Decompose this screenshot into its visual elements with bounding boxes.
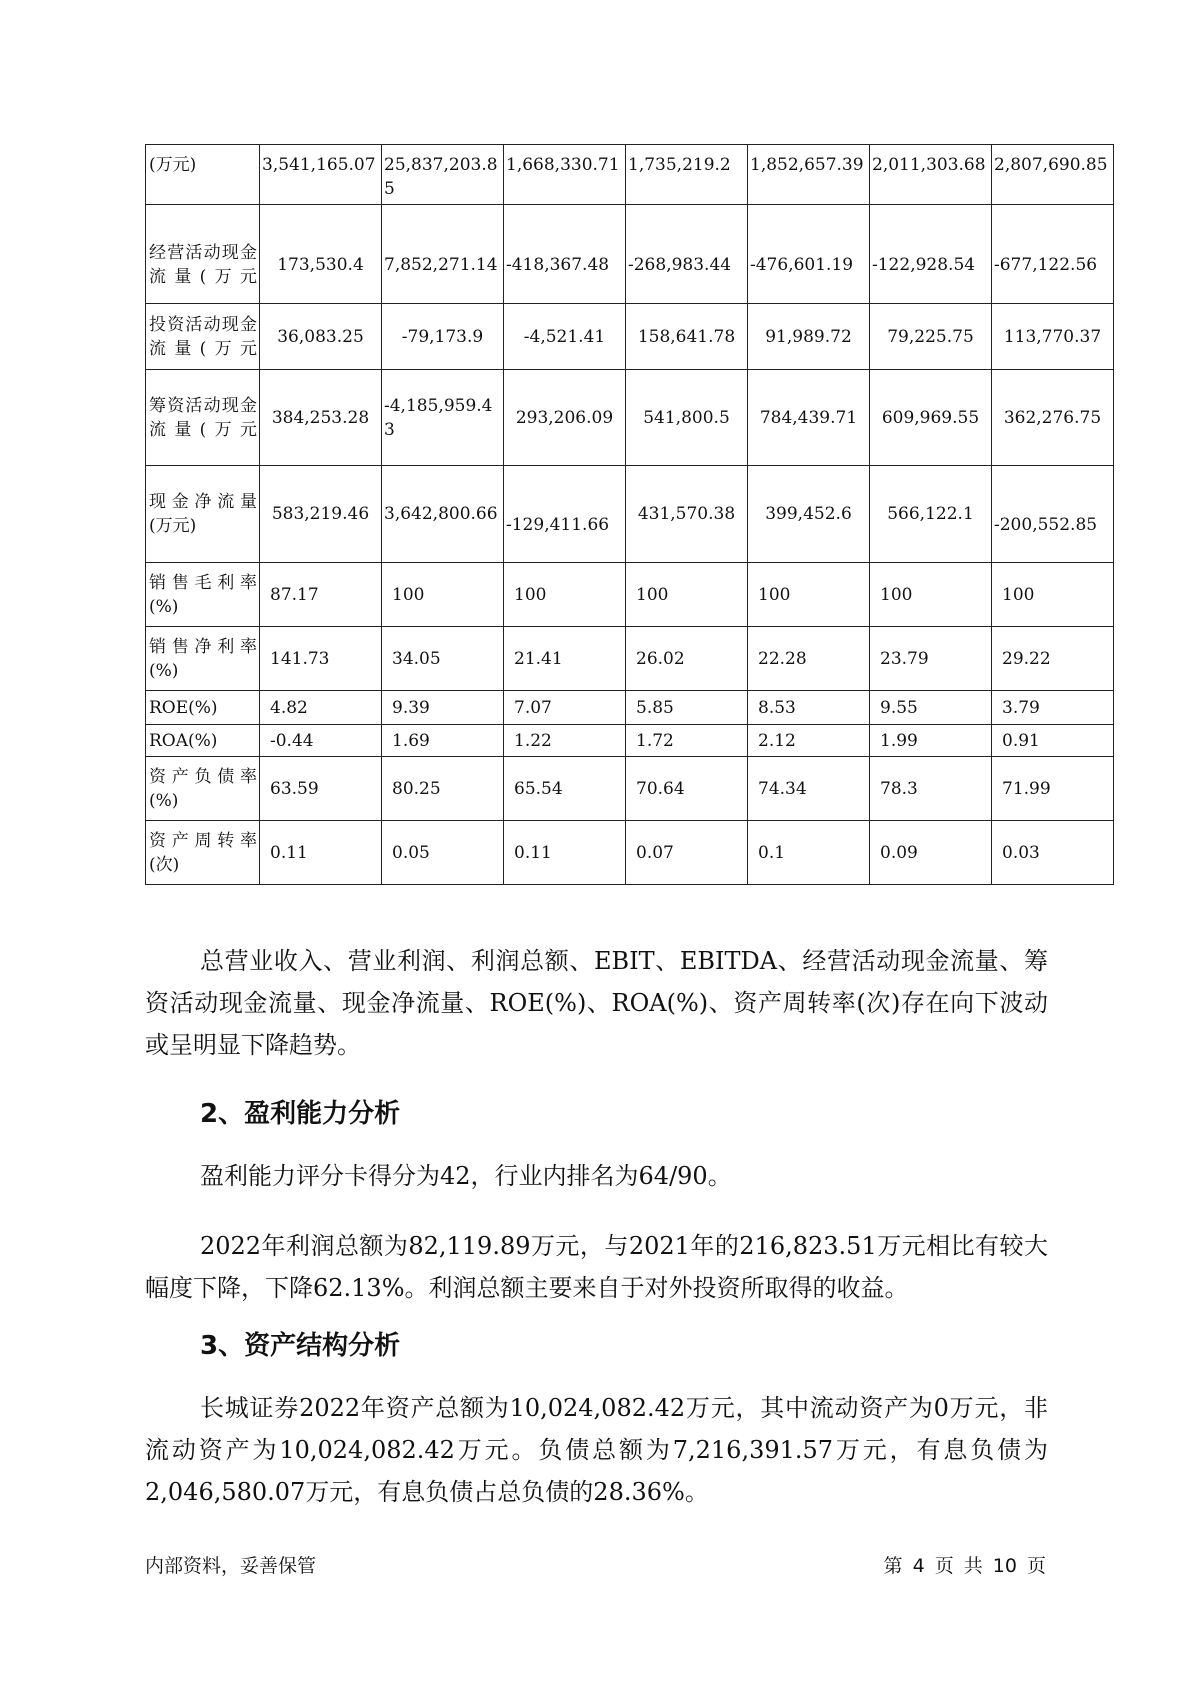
table-cell: 1.22: [504, 725, 626, 757]
table-cell: 2.12: [748, 725, 870, 757]
row-label: 投资活动现金流量(万元: [146, 304, 260, 370]
section-heading-asset: 3、资产结构分析: [200, 1331, 401, 1361]
table-cell: 29.22: [992, 627, 1114, 691]
table-cell: 70.64: [626, 757, 748, 821]
table-cell: 1,668,330.71: [504, 145, 626, 205]
table-cell: 384,253.28: [260, 370, 382, 466]
table-cell: 91,989.72: [748, 304, 870, 370]
table-cell: -677,122.56: [992, 205, 1114, 304]
table-row: [146, 205, 1114, 304]
table-cell: 0.1: [748, 821, 870, 885]
table-cell: 1.72: [626, 725, 748, 757]
table-cell: 9.55: [870, 691, 992, 725]
row-label: 资产负债率(%): [146, 757, 260, 821]
table-cell: 173,530.4: [260, 205, 382, 304]
table-cell: 1,852,657.39: [748, 145, 870, 205]
financial-table: [145, 144, 1114, 885]
table-cell: 2,807,690.85: [992, 145, 1114, 205]
table-row: [146, 466, 1114, 563]
table-cell: 5.85: [626, 691, 748, 725]
profit-score-paragraph: 盈利能力评分卡得分为42，行业内排名为64/90。: [200, 1162, 732, 1190]
table-cell: 4.82: [260, 691, 382, 725]
table-cell: -418,367.48: [504, 205, 626, 304]
table-cell: 0.03: [992, 821, 1114, 885]
table-cell: -0.44: [260, 725, 382, 757]
table-cell: 22.28: [748, 627, 870, 691]
table-cell: 1.99: [870, 725, 992, 757]
table-cell: 113,770.37: [992, 304, 1114, 370]
table-cell: 0.11: [504, 821, 626, 885]
table-cell: 1.69: [382, 725, 504, 757]
table-cell: 0.91: [992, 725, 1114, 757]
table-cell: -4,521.41: [504, 304, 626, 370]
row-label: ROE(%): [146, 691, 260, 725]
table-cell: -129,411.66: [504, 466, 626, 563]
table-cell: 65.54: [504, 757, 626, 821]
table-cell: 100: [626, 563, 748, 627]
table-row: [146, 627, 1114, 691]
table-cell: 0.07: [626, 821, 748, 885]
summary-paragraph: 总营业收入、营业利润、利润总额、EBIT、EBITDA、经营活动现金流量、筹资活动现金流量、现金净流量、ROE(%)、ROA(%)、资产周转率(次)存在向下波动或呈明显下降趋势。: [145, 947, 1048, 1059]
table-row: [146, 563, 1114, 627]
table-row: [146, 370, 1114, 466]
table-cell: 36,083.25: [260, 304, 382, 370]
table-cell: 566,122.1: [870, 466, 992, 563]
table-cell: 293,206.09: [504, 370, 626, 466]
table-cell: 80.25: [382, 757, 504, 821]
row-label: 经营活动现金流量(万元: [146, 205, 260, 304]
row-label: ROA(%): [146, 725, 260, 757]
table-cell: -200,552.85: [992, 466, 1114, 563]
row-label: 现金净流量(万元): [146, 466, 260, 563]
table-cell: -268,983.44: [626, 205, 748, 304]
table-cell: 0.05: [382, 821, 504, 885]
table-cell: 141.73: [260, 627, 382, 691]
footer-page-number: 第 4 页 共 10 页: [883, 1555, 1046, 1577]
table-cell: 63.59: [260, 757, 382, 821]
table-row: [146, 691, 1114, 725]
table-cell: 0.09: [870, 821, 992, 885]
table-cell: 74.34: [748, 757, 870, 821]
table-cell: 362,276.75: [992, 370, 1114, 466]
table-cell: 0.11: [260, 821, 382, 885]
table-cell: -79,173.9: [382, 304, 504, 370]
footer-confidential-note: 内部资料，妥善保管: [145, 1555, 317, 1577]
table-cell: 3,541,165.07: [260, 145, 382, 205]
table-cell: 100: [504, 563, 626, 627]
table-cell: -122,928.54: [870, 205, 992, 304]
row-label: (万元): [146, 145, 260, 205]
table-cell: 87.17: [260, 563, 382, 627]
table-cell: 609,969.55: [870, 370, 992, 466]
table-row: [146, 757, 1114, 821]
table-cell: 7.07: [504, 691, 626, 725]
table-cell: 78.3: [870, 757, 992, 821]
table-cell: 9.39: [382, 691, 504, 725]
table-cell: -476,601.19: [748, 205, 870, 304]
table-cell: 71.99: [992, 757, 1114, 821]
table-cell: 399,452.6: [748, 466, 870, 563]
table-cell: 79,225.75: [870, 304, 992, 370]
row-label: 销售净利率(%): [146, 627, 260, 691]
table-cell: 784,439.71: [748, 370, 870, 466]
table-cell: 3.79: [992, 691, 1114, 725]
table-cell: 158,641.78: [626, 304, 748, 370]
table-cell: 2,011,303.68: [870, 145, 992, 205]
row-label: 资产周转率(次): [146, 821, 260, 885]
asset-detail-paragraph: 长城证券2022年资产总额为10,024,082.42万元，其中流动资产为0万元，非流动资产为10,024,082.42万元。负债总额为7,216,391.57万元，有息负债为2,046,580.07万元，有息负债占总负债的28.36%。: [145, 1394, 1048, 1506]
section-heading-profit: 2、盈利能力分析: [200, 1099, 401, 1129]
table-row: [146, 304, 1114, 370]
table-cell: 100: [870, 563, 992, 627]
table-cell: 1,735,219.2: [626, 145, 748, 205]
table-cell: 583,219.46: [260, 466, 382, 563]
table-row: [146, 725, 1114, 757]
table-cell: 100: [382, 563, 504, 627]
row-label: 筹资活动现金流量(万元: [146, 370, 260, 466]
table-cell: -4,185,959.43: [382, 370, 504, 466]
profit-detail-paragraph: 2022年利润总额为82,119.89万元，与2021年的216,823.51万元相比有较大幅度下降，下降62.13%。利润总额主要来自于对外投资所取得的收益。: [145, 1232, 1048, 1302]
table-cell: 8.53: [748, 691, 870, 725]
table-cell: 26.02: [626, 627, 748, 691]
row-label: 销售毛利率(%): [146, 563, 260, 627]
table-cell: 541,800.5: [626, 370, 748, 466]
table-row: [146, 821, 1114, 885]
table-cell: 34.05: [382, 627, 504, 691]
table-cell: 431,570.38: [626, 466, 748, 563]
table-cell: 21.41: [504, 627, 626, 691]
table-cell: 7,852,271.14: [382, 205, 504, 304]
table-cell: 3,642,800.66: [382, 466, 504, 563]
table-row: [146, 145, 1114, 205]
table-cell: 100: [992, 563, 1114, 627]
table-cell: 100: [748, 563, 870, 627]
table-cell: 25,837,203.85: [382, 145, 504, 205]
table-cell: 23.79: [870, 627, 992, 691]
